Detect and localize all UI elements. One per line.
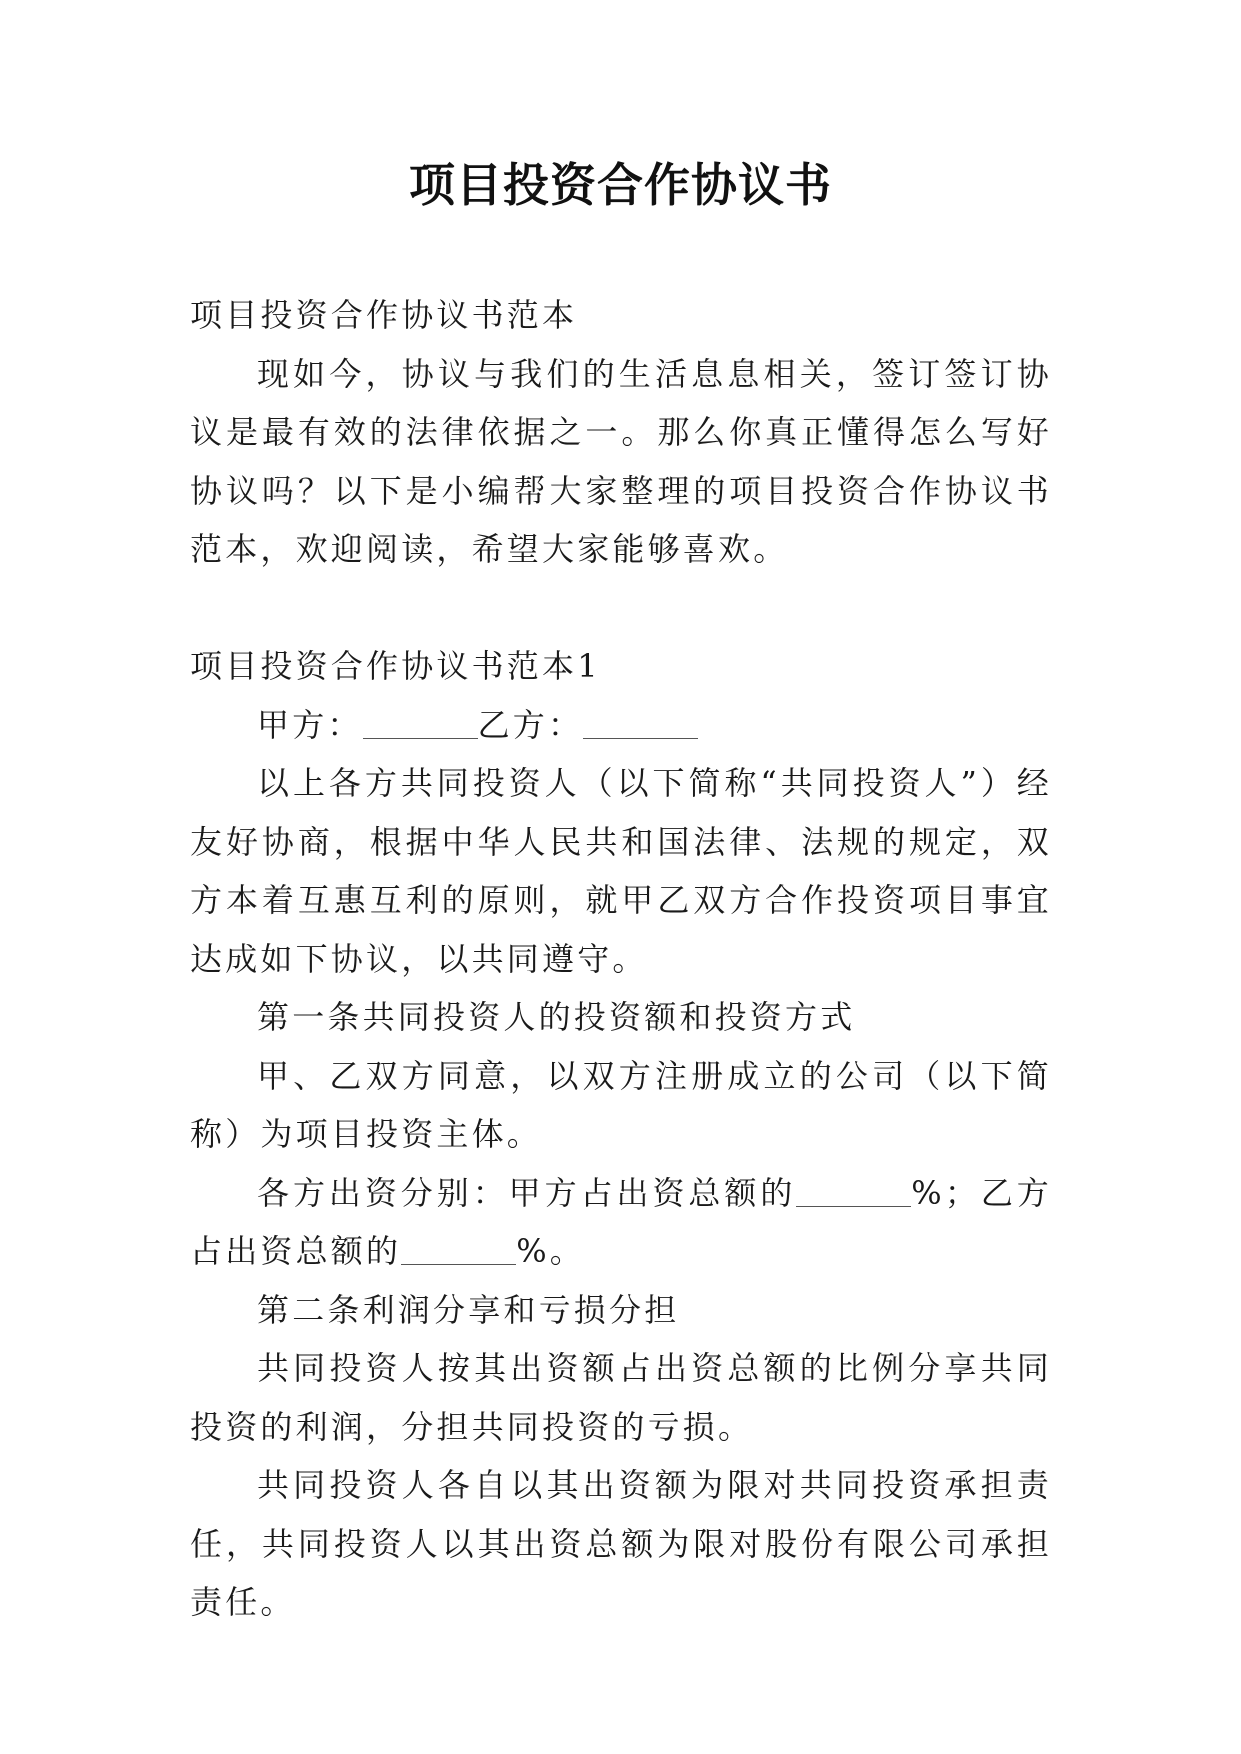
sample-heading: 项目投资合作协议书范本1 (190, 647, 601, 685)
contribution-text-2: %；乙方占出资总额的 (190, 1173, 1052, 1270)
contribution-text-1: 各方出资分别：甲方占出资总额的 (257, 1173, 797, 1212)
party-a-share-blank (796, 1176, 911, 1207)
party-a-blank (363, 708, 478, 739)
article1-paragraph-1: 甲、乙双方同意，以双方注册成立的公司（以下简称）为项目投资主体。 (190, 1056, 1052, 1153)
article1-paragraph-2 (190, 1164, 1052, 1281)
party-b-blank (583, 708, 698, 739)
party-b-label: 乙方： (477, 705, 584, 744)
article1-title: 第一条共同投资人的投资额和投资方式 (257, 998, 856, 1036)
section-spacer (190, 579, 1052, 638)
parties-line (190, 696, 1052, 755)
party-a-label: 甲方： (257, 705, 363, 744)
document-body (190, 286, 1052, 1632)
article2-title: 第二条利润分享和亏损分担 (257, 1290, 680, 1329)
article2-paragraph-1: 共同投资人按其出资额占出资总额的比例分享共同投资的利润，分担共同投资的亏损。 (190, 1349, 1052, 1446)
article2-paragraph-2: 共同投资人各自以其出资额为限对共同投资承担责任，共同投资人以其出资总额为限对股份有限公司承担责任。 (190, 1466, 1052, 1621)
party-b-share-blank (401, 1234, 516, 1265)
intro-heading: 项目投资合作协议书范本 (190, 296, 578, 334)
contribution-text-3: %。 (516, 1232, 586, 1270)
preamble-paragraph: 以上各方共同投资人（以下简称“共同投资人”）经友好协商，根据中华人民共和国法律、法规的规定，双方本着互惠互利的原则，就甲乙双方合作投资项目事宜达成如下协议，以共同遵守。 (190, 764, 1052, 978)
intro-paragraph: 现如今，协议与我们的生活息息相关，签订签订协议是最有效的法律依据之一。那么你真正懂得怎么写好协议吗？以下是小编帮大家整理的项目投资合作协议书范本，欢迎阅读，希望大家能够喜欢。 (190, 354, 1052, 568)
document-title: 项目投资合作协议书 (409, 158, 832, 212)
